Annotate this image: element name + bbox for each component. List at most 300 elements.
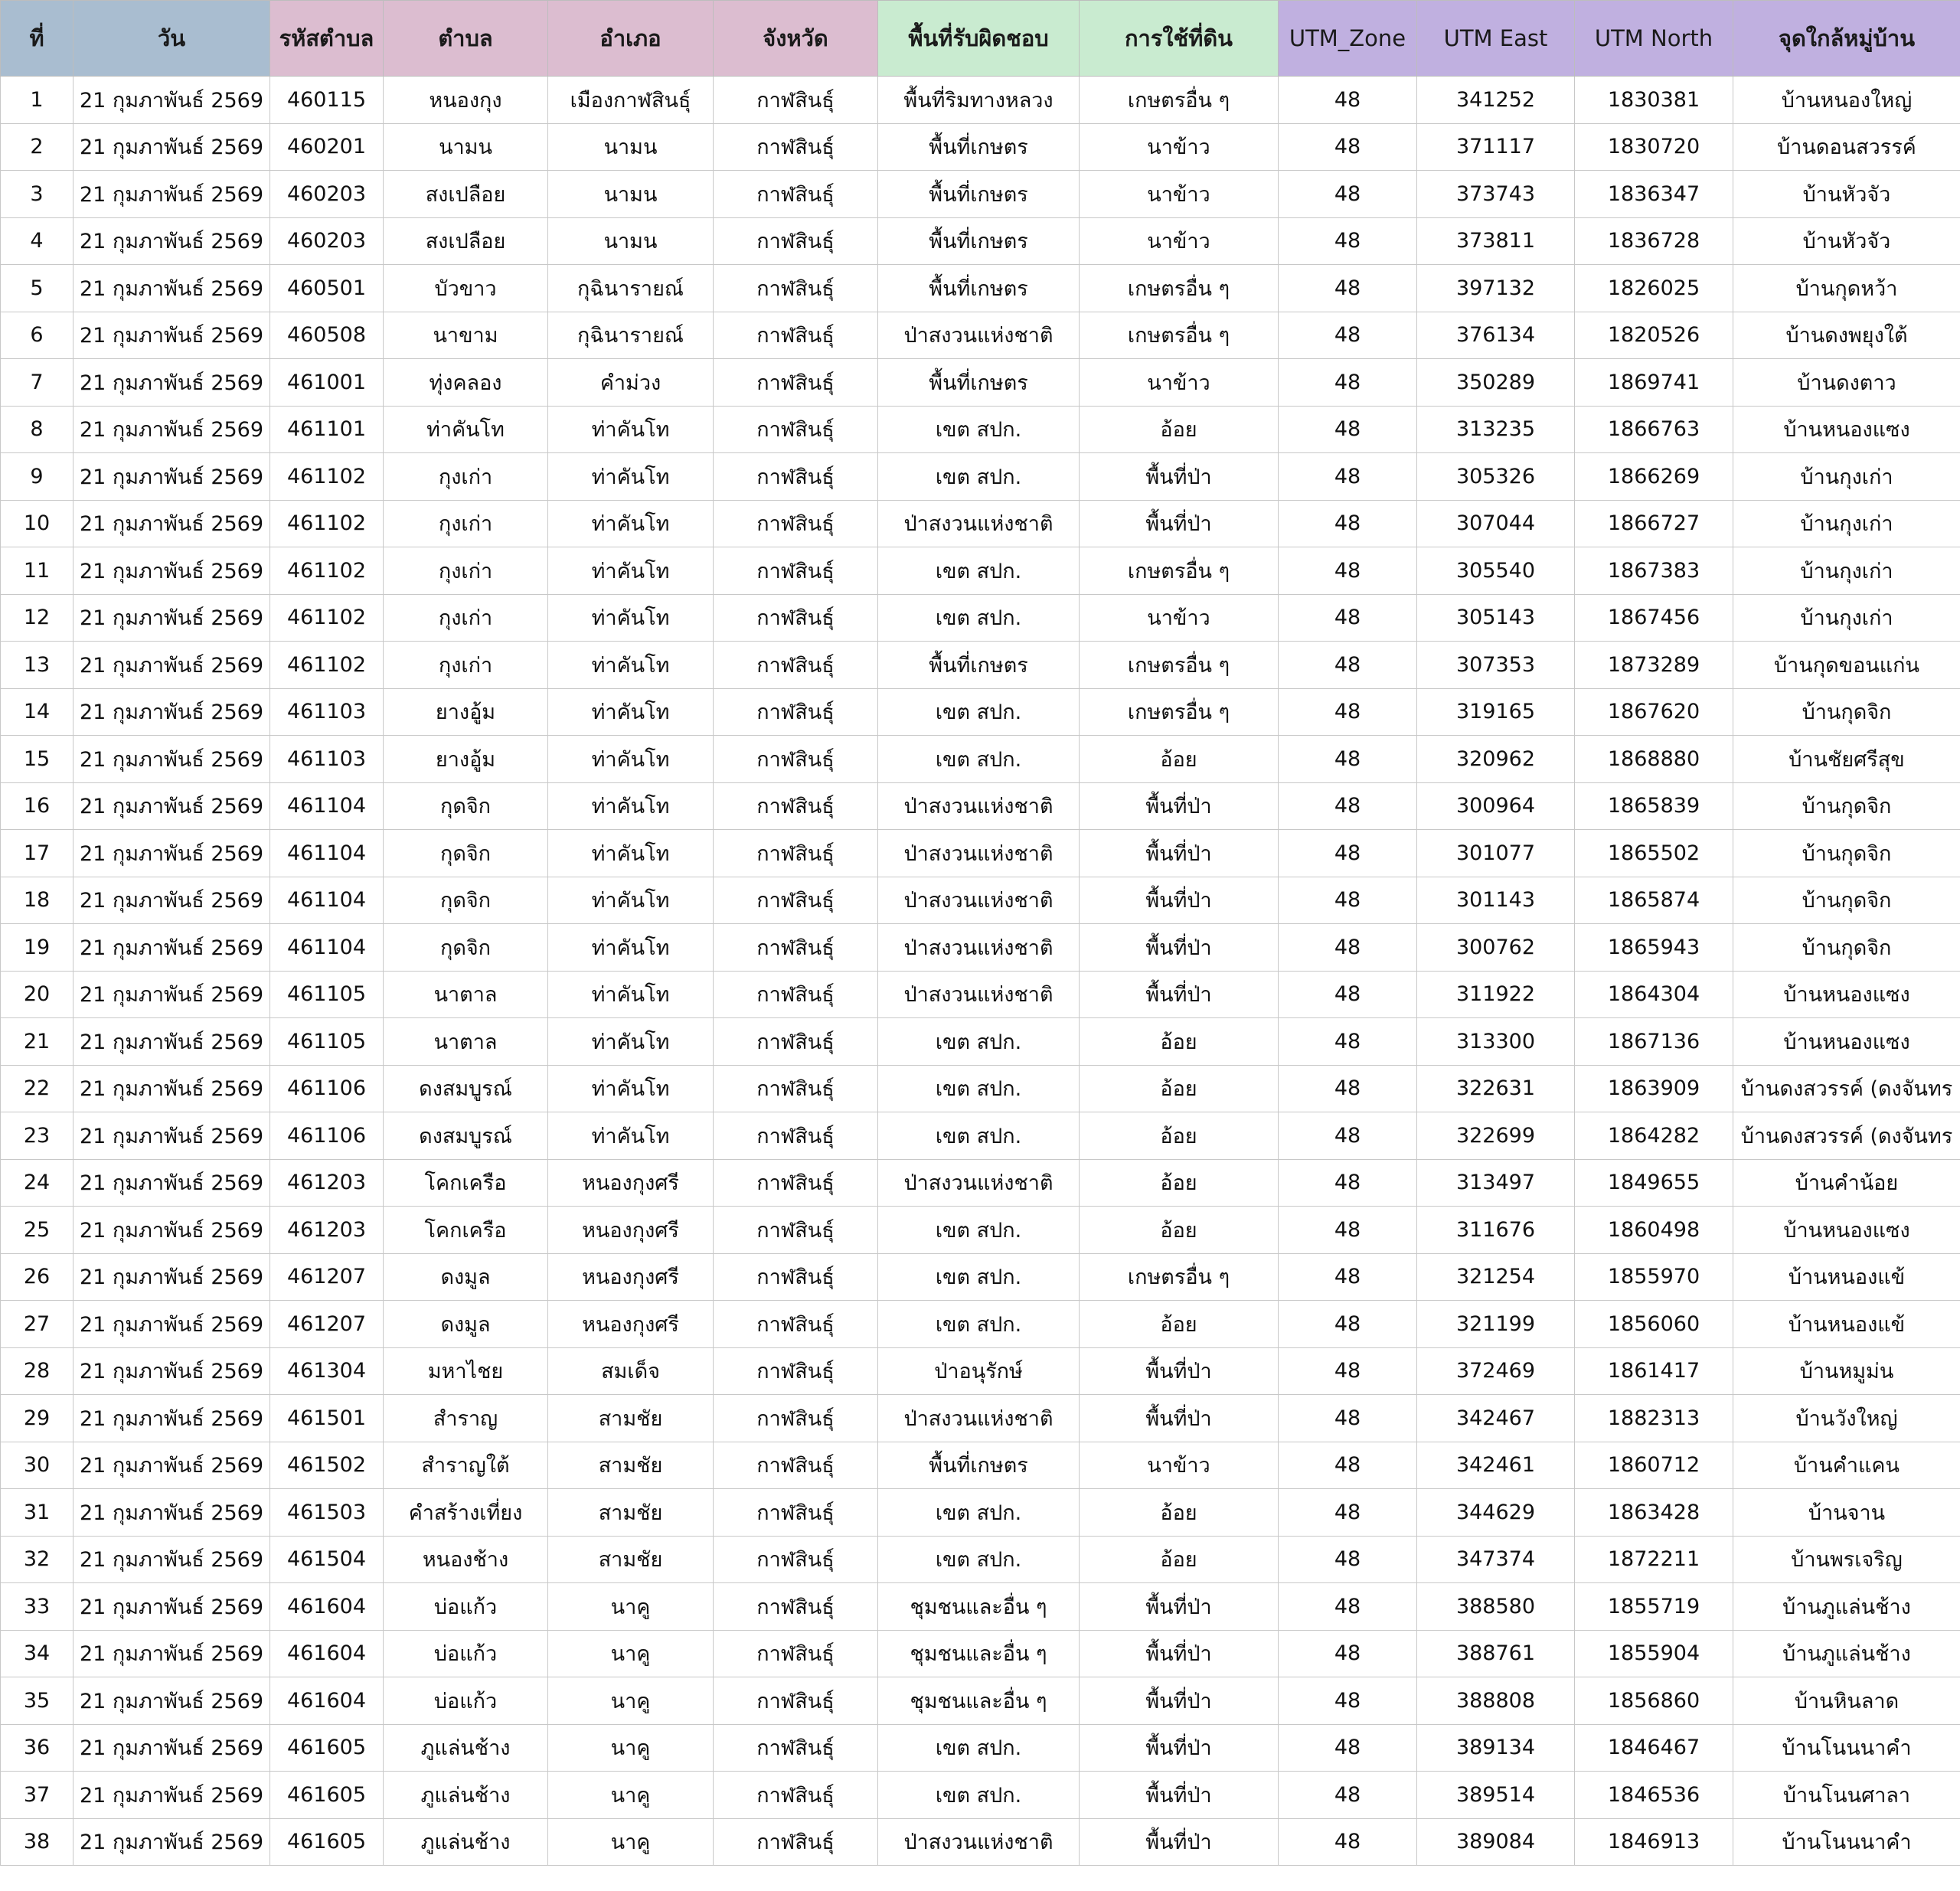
cell-village[interactable]: บ้านภูแล่นช้าง: [1733, 1583, 1960, 1631]
table-row[interactable]: [1, 971, 1960, 1018]
cell-zone[interactable]: 48: [1279, 736, 1417, 783]
cell-east[interactable]: 322631: [1417, 1065, 1575, 1112]
cell-date[interactable]: 21 กุมภาพันธ์ 2569: [74, 1677, 270, 1725]
cell-landuse[interactable]: เกษตรอื่น ๆ: [1080, 312, 1279, 359]
cell-province[interactable]: กาฬสินธุ์: [714, 1395, 878, 1442]
cell-no[interactable]: 15: [1, 736, 74, 783]
cell-tambon[interactable]: มหาไชย: [384, 1347, 548, 1395]
cell-north[interactable]: 1820526: [1575, 312, 1733, 359]
cell-date[interactable]: 21 กุมภาพันธ์ 2569: [74, 217, 270, 265]
cell-area[interactable]: พื้นที่เกษตร: [878, 1442, 1080, 1489]
cell-tambon[interactable]: โคกเครือ: [384, 1159, 548, 1207]
cell-date[interactable]: 21 กุมภาพันธ์ 2569: [74, 1724, 270, 1772]
table-row[interactable]: [1, 1301, 1960, 1348]
table-row[interactable]: [1, 1159, 1960, 1207]
cell-no[interactable]: 18: [1, 877, 74, 924]
cell-east[interactable]: 322699: [1417, 1112, 1575, 1160]
cell-date[interactable]: 21 กุมภาพันธ์ 2569: [74, 1301, 270, 1348]
table-row[interactable]: [1, 77, 1960, 124]
column-header-code[interactable]: รหัสตำบล: [270, 1, 384, 77]
cell-code[interactable]: 460501: [270, 265, 384, 312]
cell-landuse[interactable]: นาข้าว: [1080, 359, 1279, 407]
cell-no[interactable]: 33: [1, 1583, 74, 1631]
cell-amphoe[interactable]: ท่าคันโท: [548, 500, 714, 547]
cell-amphoe[interactable]: สามชัย: [548, 1442, 714, 1489]
cell-landuse[interactable]: พื้นที่ป่า: [1080, 782, 1279, 830]
cell-province[interactable]: กาฬสินธุ์: [714, 312, 878, 359]
cell-tambon[interactable]: โคกเครือ: [384, 1207, 548, 1254]
cell-zone[interactable]: 48: [1279, 1772, 1417, 1819]
cell-code[interactable]: 461106: [270, 1112, 384, 1160]
cell-area[interactable]: ป่าสงวนแห่งชาติ: [878, 1159, 1080, 1207]
cell-landuse[interactable]: เกษตรอื่น ๆ: [1080, 547, 1279, 595]
cell-tambon[interactable]: บ่อแก้ว: [384, 1677, 548, 1725]
cell-date[interactable]: 21 กุมภาพันธ์ 2569: [74, 1253, 270, 1301]
cell-code[interactable]: 461101: [270, 406, 384, 453]
cell-zone[interactable]: 48: [1279, 877, 1417, 924]
cell-area[interactable]: เขต สปก.: [878, 547, 1080, 595]
table-row[interactable]: [1, 1583, 1960, 1631]
cell-east[interactable]: 373811: [1417, 217, 1575, 265]
cell-area[interactable]: พื้นที่เกษตร: [878, 217, 1080, 265]
cell-no[interactable]: 13: [1, 642, 74, 689]
cell-area[interactable]: เขต สปก.: [878, 1301, 1080, 1348]
cell-province[interactable]: กาฬสินธุ์: [714, 736, 878, 783]
cell-tambon[interactable]: นาตาล: [384, 971, 548, 1018]
cell-landuse[interactable]: อ้อย: [1080, 736, 1279, 783]
cell-east[interactable]: 371117: [1417, 123, 1575, 171]
cell-province[interactable]: กาฬสินธุ์: [714, 1724, 878, 1772]
cell-code[interactable]: 460115: [270, 77, 384, 124]
cell-date[interactable]: 21 กุมภาพันธ์ 2569: [74, 547, 270, 595]
cell-amphoe[interactable]: กุฉินารายณ์: [548, 312, 714, 359]
cell-tambon[interactable]: นาขาม: [384, 312, 548, 359]
cell-province[interactable]: กาฬสินธุ์: [714, 642, 878, 689]
cell-zone[interactable]: 48: [1279, 217, 1417, 265]
cell-east[interactable]: 305540: [1417, 547, 1575, 595]
cell-zone[interactable]: 48: [1279, 1395, 1417, 1442]
cell-area[interactable]: เขต สปก.: [878, 1772, 1080, 1819]
cell-amphoe[interactable]: นาคู: [548, 1772, 714, 1819]
cell-east[interactable]: 311676: [1417, 1207, 1575, 1254]
cell-landuse[interactable]: นาข้าว: [1080, 123, 1279, 171]
cell-east[interactable]: 342461: [1417, 1442, 1575, 1489]
column-header-province[interactable]: จังหวัด: [714, 1, 878, 77]
cell-zone[interactable]: 48: [1279, 1347, 1417, 1395]
cell-north[interactable]: 1873289: [1575, 642, 1733, 689]
cell-tambon[interactable]: สำราญ: [384, 1395, 548, 1442]
cell-province[interactable]: กาฬสินธุ์: [714, 123, 878, 171]
cell-east[interactable]: 313235: [1417, 406, 1575, 453]
cell-landuse[interactable]: อ้อย: [1080, 1301, 1279, 1348]
cell-village[interactable]: บ้านกุงเก่า: [1733, 594, 1960, 642]
cell-province[interactable]: กาฬสินธุ์: [714, 1489, 878, 1537]
cell-code[interactable]: 461102: [270, 453, 384, 501]
cell-date[interactable]: 21 กุมภาพันธ์ 2569: [74, 1630, 270, 1677]
cell-tambon[interactable]: ดงสมบูรณ์: [384, 1065, 548, 1112]
cell-east[interactable]: 344629: [1417, 1489, 1575, 1537]
cell-area[interactable]: พื้นที่ริมทางหลวง: [878, 77, 1080, 124]
cell-amphoe[interactable]: ท่าคันโท: [548, 406, 714, 453]
cell-area[interactable]: เขต สปก.: [878, 1253, 1080, 1301]
cell-village[interactable]: บ้านจาน: [1733, 1489, 1960, 1537]
cell-village[interactable]: บ้านดงตาว: [1733, 359, 1960, 407]
cell-east[interactable]: 376134: [1417, 312, 1575, 359]
table-row[interactable]: [1, 1253, 1960, 1301]
column-header-amphoe[interactable]: อำเภอ: [548, 1, 714, 77]
cell-date[interactable]: 21 กุมภาพันธ์ 2569: [74, 359, 270, 407]
cell-tambon[interactable]: ภูแล่นช้าง: [384, 1818, 548, 1866]
cell-tambon[interactable]: ดงมูล: [384, 1301, 548, 1348]
cell-area[interactable]: พื้นที่เกษตร: [878, 265, 1080, 312]
table-row[interactable]: [1, 642, 1960, 689]
cell-north[interactable]: 1863428: [1575, 1489, 1733, 1537]
cell-landuse[interactable]: พื้นที่ป่า: [1080, 1395, 1279, 1442]
cell-date[interactable]: 21 กุมภาพันธ์ 2569: [74, 1112, 270, 1160]
cell-village[interactable]: บ้านพรเจริญ: [1733, 1536, 1960, 1583]
cell-date[interactable]: 21 กุมภาพันธ์ 2569: [74, 1583, 270, 1631]
cell-date[interactable]: 21 กุมภาพันธ์ 2569: [74, 77, 270, 124]
cell-amphoe[interactable]: นาคู: [548, 1724, 714, 1772]
table-row[interactable]: [1, 547, 1960, 595]
cell-east[interactable]: 389134: [1417, 1724, 1575, 1772]
cell-zone[interactable]: 48: [1279, 123, 1417, 171]
cell-amphoe[interactable]: นามน: [548, 217, 714, 265]
cell-code[interactable]: 461104: [270, 830, 384, 877]
cell-village[interactable]: บ้านหัวจัว: [1733, 171, 1960, 218]
cell-no[interactable]: 24: [1, 1159, 74, 1207]
cell-no[interactable]: 35: [1, 1677, 74, 1725]
cell-east[interactable]: 347374: [1417, 1536, 1575, 1583]
cell-north[interactable]: 1836728: [1575, 217, 1733, 265]
cell-area[interactable]: ชุมชนและอื่น ๆ: [878, 1677, 1080, 1725]
cell-no[interactable]: 30: [1, 1442, 74, 1489]
cell-province[interactable]: กาฬสินธุ์: [714, 265, 878, 312]
column-header-area[interactable]: พื้นที่รับผิดชอบ: [878, 1, 1080, 77]
cell-zone[interactable]: 48: [1279, 1207, 1417, 1254]
cell-province[interactable]: กาฬสินธุ์: [714, 877, 878, 924]
cell-area[interactable]: เขต สปก.: [878, 406, 1080, 453]
cell-no[interactable]: 8: [1, 406, 74, 453]
cell-tambon[interactable]: ภูแล่นช้าง: [384, 1772, 548, 1819]
cell-code[interactable]: 461207: [270, 1253, 384, 1301]
cell-area[interactable]: ป่าสงวนแห่งชาติ: [878, 500, 1080, 547]
table-row[interactable]: [1, 1347, 1960, 1395]
column-header-tambon[interactable]: ตำบล: [384, 1, 548, 77]
cell-no[interactable]: 14: [1, 688, 74, 736]
cell-date[interactable]: 21 กุมภาพันธ์ 2569: [74, 830, 270, 877]
cell-date[interactable]: 21 กุมภาพันธ์ 2569: [74, 782, 270, 830]
cell-village[interactable]: บ้านชัยศรีสุข: [1733, 736, 1960, 783]
cell-north[interactable]: 1865502: [1575, 830, 1733, 877]
table-row[interactable]: [1, 924, 1960, 972]
cell-code[interactable]: 461102: [270, 547, 384, 595]
cell-landuse[interactable]: อ้อย: [1080, 1536, 1279, 1583]
cell-north[interactable]: 1882313: [1575, 1395, 1733, 1442]
cell-landuse[interactable]: พื้นที่ป่า: [1080, 453, 1279, 501]
cell-code[interactable]: 461104: [270, 877, 384, 924]
cell-east[interactable]: 321254: [1417, 1253, 1575, 1301]
cell-area[interactable]: เขต สปก.: [878, 1207, 1080, 1254]
cell-east[interactable]: 307353: [1417, 642, 1575, 689]
cell-amphoe[interactable]: ท่าคันโท: [548, 1065, 714, 1112]
cell-code[interactable]: 461001: [270, 359, 384, 407]
cell-no[interactable]: 6: [1, 312, 74, 359]
cell-tambon[interactable]: สงเปลือย: [384, 171, 548, 218]
cell-area[interactable]: พื้นที่เกษตร: [878, 642, 1080, 689]
cell-no[interactable]: 25: [1, 1207, 74, 1254]
cell-no[interactable]: 2: [1, 123, 74, 171]
column-header-date[interactable]: วัน: [74, 1, 270, 77]
cell-village[interactable]: บ้านวังใหญ่: [1733, 1395, 1960, 1442]
cell-landuse[interactable]: พื้นที่ป่า: [1080, 500, 1279, 547]
cell-province[interactable]: กาฬสินธุ์: [714, 688, 878, 736]
cell-no[interactable]: 23: [1, 1112, 74, 1160]
cell-no[interactable]: 19: [1, 924, 74, 972]
cell-zone[interactable]: 48: [1279, 971, 1417, 1018]
cell-area[interactable]: พื้นที่เกษตร: [878, 171, 1080, 218]
table-row[interactable]: [1, 877, 1960, 924]
cell-amphoe[interactable]: ท่าคันโท: [548, 971, 714, 1018]
cell-date[interactable]: 21 กุมภาพันธ์ 2569: [74, 500, 270, 547]
table-row[interactable]: [1, 1724, 1960, 1772]
cell-east[interactable]: 373743: [1417, 171, 1575, 218]
cell-code[interactable]: 461604: [270, 1583, 384, 1631]
cell-no[interactable]: 16: [1, 782, 74, 830]
cell-landuse[interactable]: พื้นที่ป่า: [1080, 830, 1279, 877]
cell-north[interactable]: 1866727: [1575, 500, 1733, 547]
cell-landuse[interactable]: พื้นที่ป่า: [1080, 1772, 1279, 1819]
cell-north[interactable]: 1864282: [1575, 1112, 1733, 1160]
cell-area[interactable]: พื้นที่เกษตร: [878, 123, 1080, 171]
cell-zone[interactable]: 48: [1279, 1301, 1417, 1348]
table-row[interactable]: [1, 594, 1960, 642]
cell-amphoe[interactable]: นาคู: [548, 1818, 714, 1866]
cell-amphoe[interactable]: หนองกุงศรี: [548, 1253, 714, 1301]
cell-date[interactable]: 21 กุมภาพันธ์ 2569: [74, 736, 270, 783]
cell-province[interactable]: กาฬสินธุ์: [714, 1442, 878, 1489]
table-row[interactable]: [1, 1018, 1960, 1066]
cell-area[interactable]: ป่าสงวนแห่งชาติ: [878, 782, 1080, 830]
cell-village[interactable]: บ้านดงสวรรค์ (ดงจันทร: [1733, 1112, 1960, 1160]
cell-area[interactable]: เขต สปก.: [878, 1489, 1080, 1537]
cell-code[interactable]: 461106: [270, 1065, 384, 1112]
cell-zone[interactable]: 48: [1279, 453, 1417, 501]
cell-date[interactable]: 21 กุมภาพันธ์ 2569: [74, 971, 270, 1018]
table-row[interactable]: [1, 736, 1960, 783]
cell-zone[interactable]: 48: [1279, 924, 1417, 972]
cell-east[interactable]: 397132: [1417, 265, 1575, 312]
cell-village[interactable]: บ้านโนนศาลา: [1733, 1772, 1960, 1819]
cell-tambon[interactable]: ยางอู้ม: [384, 736, 548, 783]
cell-north[interactable]: 1860712: [1575, 1442, 1733, 1489]
cell-zone[interactable]: 48: [1279, 1724, 1417, 1772]
cell-zone[interactable]: 48: [1279, 1677, 1417, 1725]
cell-code[interactable]: 461605: [270, 1772, 384, 1819]
cell-amphoe[interactable]: ท่าคันโท: [548, 782, 714, 830]
cell-north[interactable]: 1861417: [1575, 1347, 1733, 1395]
cell-province[interactable]: กาฬสินธุ์: [714, 1630, 878, 1677]
cell-east[interactable]: 301143: [1417, 877, 1575, 924]
column-header-landuse[interactable]: การใช้ที่ดิน: [1080, 1, 1279, 77]
column-header-no[interactable]: ที่: [1, 1, 74, 77]
cell-tambon[interactable]: กุดจิก: [384, 830, 548, 877]
cell-no[interactable]: 21: [1, 1018, 74, 1066]
cell-date[interactable]: 21 กุมภาพันธ์ 2569: [74, 1818, 270, 1866]
cell-province[interactable]: กาฬสินธุ์: [714, 171, 878, 218]
cell-north[interactable]: 1872211: [1575, 1536, 1733, 1583]
cell-north[interactable]: 1867383: [1575, 547, 1733, 595]
cell-code[interactable]: 461501: [270, 1395, 384, 1442]
cell-area[interactable]: เขต สปก.: [878, 594, 1080, 642]
cell-no[interactable]: 29: [1, 1395, 74, 1442]
cell-landuse[interactable]: นาข้าว: [1080, 171, 1279, 218]
cell-landuse[interactable]: เกษตรอื่น ๆ: [1080, 688, 1279, 736]
cell-north[interactable]: 1849655: [1575, 1159, 1733, 1207]
cell-amphoe[interactable]: หนองกุงศรี: [548, 1301, 714, 1348]
cell-village[interactable]: บ้านหนองแข้: [1733, 1253, 1960, 1301]
cell-landuse[interactable]: พื้นที่ป่า: [1080, 877, 1279, 924]
cell-village[interactable]: บ้านหินลาด: [1733, 1677, 1960, 1725]
cell-tambon[interactable]: นาตาล: [384, 1018, 548, 1066]
table-row[interactable]: [1, 1536, 1960, 1583]
cell-landuse[interactable]: พื้นที่ป่า: [1080, 1630, 1279, 1677]
cell-north[interactable]: 1856060: [1575, 1301, 1733, 1348]
cell-tambon[interactable]: หนองช้าง: [384, 1536, 548, 1583]
cell-village[interactable]: บ้านหนองแซง: [1733, 971, 1960, 1018]
table-row[interactable]: [1, 123, 1960, 171]
cell-east[interactable]: 305143: [1417, 594, 1575, 642]
cell-north[interactable]: 1836347: [1575, 171, 1733, 218]
cell-amphoe[interactable]: สมเด็จ: [548, 1347, 714, 1395]
cell-no[interactable]: 32: [1, 1536, 74, 1583]
cell-area[interactable]: ป่าอนุรักษ์: [878, 1347, 1080, 1395]
cell-area[interactable]: ชุมชนและอื่น ๆ: [878, 1630, 1080, 1677]
cell-landuse[interactable]: พื้นที่ป่า: [1080, 924, 1279, 972]
cell-east[interactable]: 342467: [1417, 1395, 1575, 1442]
cell-landuse[interactable]: พื้นที่ป่า: [1080, 971, 1279, 1018]
cell-code[interactable]: 460201: [270, 123, 384, 171]
cell-code[interactable]: 461102: [270, 594, 384, 642]
cell-tambon[interactable]: หนองกุง: [384, 77, 548, 124]
cell-area[interactable]: ป่าสงวนแห่งชาติ: [878, 971, 1080, 1018]
table-row[interactable]: [1, 1395, 1960, 1442]
cell-zone[interactable]: 48: [1279, 406, 1417, 453]
cell-tambon[interactable]: กุงเก่า: [384, 642, 548, 689]
cell-east[interactable]: 313300: [1417, 1018, 1575, 1066]
cell-north[interactable]: 1869741: [1575, 359, 1733, 407]
cell-province[interactable]: กาฬสินธุ์: [714, 1583, 878, 1631]
cell-no[interactable]: 34: [1, 1630, 74, 1677]
cell-east[interactable]: 300964: [1417, 782, 1575, 830]
cell-landuse[interactable]: เกษตรอื่น ๆ: [1080, 1253, 1279, 1301]
table-row[interactable]: [1, 312, 1960, 359]
cell-village[interactable]: บ้านหมูม่น: [1733, 1347, 1960, 1395]
cell-landuse[interactable]: อ้อย: [1080, 1207, 1279, 1254]
cell-landuse[interactable]: เกษตรอื่น ๆ: [1080, 642, 1279, 689]
cell-village[interactable]: บ้านหนองแซง: [1733, 1207, 1960, 1254]
cell-north[interactable]: 1866763: [1575, 406, 1733, 453]
cell-east[interactable]: 300762: [1417, 924, 1575, 972]
cell-area[interactable]: พื้นที่เกษตร: [878, 359, 1080, 407]
table-row[interactable]: [1, 1772, 1960, 1819]
cell-east[interactable]: 341252: [1417, 77, 1575, 124]
cell-zone[interactable]: 48: [1279, 1536, 1417, 1583]
cell-province[interactable]: กาฬสินธุ์: [714, 1301, 878, 1348]
cell-zone[interactable]: 48: [1279, 594, 1417, 642]
cell-amphoe[interactable]: ท่าคันโท: [548, 594, 714, 642]
cell-no[interactable]: 31: [1, 1489, 74, 1537]
cell-north[interactable]: 1863909: [1575, 1065, 1733, 1112]
cell-province[interactable]: กาฬสินธุ์: [714, 782, 878, 830]
cell-village[interactable]: บ้านคำแคน: [1733, 1442, 1960, 1489]
cell-amphoe[interactable]: เมืองกาฬสินธุ์: [548, 77, 714, 124]
cell-north[interactable]: 1826025: [1575, 265, 1733, 312]
cell-tambon[interactable]: สำราญใต้: [384, 1442, 548, 1489]
cell-tambon[interactable]: กุงเก่า: [384, 453, 548, 501]
cell-amphoe[interactable]: ท่าคันโท: [548, 877, 714, 924]
cell-no[interactable]: 4: [1, 217, 74, 265]
cell-landuse[interactable]: อ้อย: [1080, 406, 1279, 453]
table-row[interactable]: [1, 830, 1960, 877]
cell-zone[interactable]: 48: [1279, 1583, 1417, 1631]
cell-tambon[interactable]: สงเปลือย: [384, 217, 548, 265]
cell-province[interactable]: กาฬสินธุ์: [714, 830, 878, 877]
cell-village[interactable]: บ้านดงพยุงใต้: [1733, 312, 1960, 359]
cell-east[interactable]: 372469: [1417, 1347, 1575, 1395]
cell-no[interactable]: 36: [1, 1724, 74, 1772]
cell-date[interactable]: 21 กุมภาพันธ์ 2569: [74, 1347, 270, 1395]
cell-zone[interactable]: 48: [1279, 171, 1417, 218]
cell-village[interactable]: บ้านดงสวรรค์ (ดงจันทร: [1733, 1065, 1960, 1112]
cell-province[interactable]: กาฬสินธุ์: [714, 971, 878, 1018]
cell-amphoe[interactable]: สามชัย: [548, 1395, 714, 1442]
cell-date[interactable]: 21 กุมภาพันธ์ 2569: [74, 1159, 270, 1207]
cell-tambon[interactable]: ภูแล่นช้าง: [384, 1724, 548, 1772]
cell-north[interactable]: 1867136: [1575, 1018, 1733, 1066]
cell-north[interactable]: 1865874: [1575, 877, 1733, 924]
cell-tambon[interactable]: บัวขาว: [384, 265, 548, 312]
cell-tambon[interactable]: บ่อแก้ว: [384, 1630, 548, 1677]
cell-area[interactable]: ป่าสงวนแห่งชาติ: [878, 830, 1080, 877]
cell-north[interactable]: 1856860: [1575, 1677, 1733, 1725]
column-header-zone[interactable]: UTM_Zone: [1279, 1, 1417, 77]
cell-no[interactable]: 12: [1, 594, 74, 642]
cell-code[interactable]: 461502: [270, 1442, 384, 1489]
cell-date[interactable]: 21 กุมภาพันธ์ 2569: [74, 1536, 270, 1583]
cell-zone[interactable]: 48: [1279, 1489, 1417, 1537]
cell-no[interactable]: 28: [1, 1347, 74, 1395]
cell-village[interactable]: บ้านภูแล่นช้าง: [1733, 1630, 1960, 1677]
cell-north[interactable]: 1864304: [1575, 971, 1733, 1018]
cell-amphoe[interactable]: นามน: [548, 171, 714, 218]
cell-zone[interactable]: 48: [1279, 1159, 1417, 1207]
cell-province[interactable]: กาฬสินธุ์: [714, 1818, 878, 1866]
cell-code[interactable]: 461103: [270, 736, 384, 783]
cell-tambon[interactable]: กุดจิก: [384, 924, 548, 972]
cell-tambon[interactable]: ทุ่งคลอง: [384, 359, 548, 407]
cell-province[interactable]: กาฬสินธุ์: [714, 77, 878, 124]
cell-north[interactable]: 1855719: [1575, 1583, 1733, 1631]
cell-area[interactable]: เขต สปก.: [878, 1018, 1080, 1066]
cell-village[interactable]: บ้านกุดขอนแก่น: [1733, 642, 1960, 689]
cell-no[interactable]: 26: [1, 1253, 74, 1301]
cell-tambon[interactable]: นามน: [384, 123, 548, 171]
cell-amphoe[interactable]: หนองกุงศรี: [548, 1159, 714, 1207]
cell-amphoe[interactable]: ท่าคันโท: [548, 736, 714, 783]
cell-tambon[interactable]: บ่อแก้ว: [384, 1583, 548, 1631]
table-row[interactable]: [1, 265, 1960, 312]
